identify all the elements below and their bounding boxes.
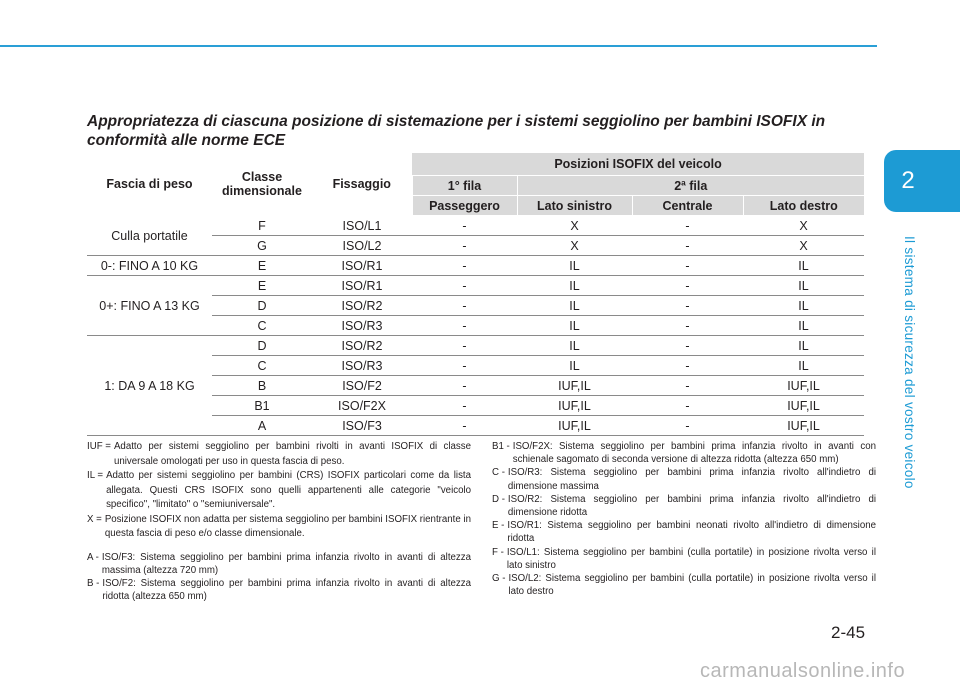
table-cell: ISO/F2 [312, 376, 412, 396]
note-text: Adatto per sistemi seggiolino per bambini rivolti in avanti ISOFIX di classe universale omologati per uso in questa fascia di peso. [113, 441, 471, 467]
legend-note [492, 493, 876, 519]
chapter-tab [884, 150, 960, 212]
table-cell: - [412, 316, 517, 336]
weight-group-cell: Culla portatile [87, 216, 212, 256]
col-left: Lato sinistro [517, 196, 632, 216]
note-key: G - [492, 573, 506, 585]
notes-left [87, 440, 471, 603]
table-cell: IUF,IL [743, 416, 864, 436]
table-cell: A [212, 416, 312, 436]
table-cell: - [632, 256, 743, 276]
table-cell: IL [517, 336, 632, 356]
col-row1: 1° fila [412, 176, 517, 196]
legend-note [492, 440, 876, 466]
table-cell: IUF,IL [743, 376, 864, 396]
table-cell: D [212, 336, 312, 356]
table-cell: IUF,IL [743, 396, 864, 416]
table-row [87, 256, 864, 276]
table-cell: - [632, 376, 743, 396]
table-cell: - [632, 396, 743, 416]
table-cell: D [212, 296, 312, 316]
note-text: ISO/R1: Sistema seggiolino per bambini neonati rivolto all'indietro di dimensione ridotta [507, 520, 876, 545]
legend-note [87, 513, 471, 542]
table-cell: IL [743, 336, 864, 356]
table-cell: IL [517, 316, 632, 336]
table-cell: ISO/F3 [312, 416, 412, 436]
table-cell: E [212, 276, 312, 296]
table-cell: - [632, 216, 743, 236]
note-text: ISO/F3: Sistema seggiolino per bambini prima infanzia rivolto in avanti di altezza massima (altezza 720 mm) [101, 551, 471, 576]
table-cell: IL [517, 356, 632, 376]
note-key: E - [492, 520, 505, 532]
note-key: C - [492, 467, 505, 479]
col-row2: 2ª fila [517, 176, 864, 196]
legend-note [492, 546, 876, 572]
table-cell: ISO/F2X [312, 396, 412, 416]
table-cell: - [412, 356, 517, 376]
note-key: X = [87, 513, 102, 525]
col-passenger: Passeggero [412, 196, 517, 216]
table-cell: F [212, 216, 312, 236]
table-cell: B [212, 376, 312, 396]
table-cell: - [412, 256, 517, 276]
legend-note [492, 572, 876, 598]
table-cell: ISO/L1 [312, 216, 412, 236]
weight-group-cell: 0+: FINO A 13 KG [87, 276, 212, 336]
table-cell: X [517, 216, 632, 236]
table-cell: IL [517, 296, 632, 316]
table-cell: ISO/R1 [312, 256, 412, 276]
legend-note [87, 577, 471, 603]
table-cell: IL [517, 256, 632, 276]
note-text: ISO/F2: Sistema seggiolino per bambini prima infanzia rivolto in avanti di altezza ridotta (altezza 650 mm) [102, 577, 471, 603]
note-text: ISO/R2: Sistema seggiolino per bambini prima infanzia rivolto all'indietro di dimensione ridotta [507, 493, 876, 519]
table-cell: X [743, 236, 864, 256]
col-size: Classe dimensionale [212, 153, 312, 216]
section-heading: Appropriatezza di ciascuna posizione di sistemazione per i sistemi seggiolino per bambini ISOFIX in conformità alle norme ECE [87, 113, 826, 149]
col-right: Lato destro [743, 196, 864, 216]
table-cell: - [632, 316, 743, 336]
col-weight: Fascia di peso [87, 153, 212, 216]
table-row [87, 276, 864, 296]
table-cell: - [412, 276, 517, 296]
chapter-number: 2 [901, 167, 915, 194]
table-cell: IL [743, 276, 864, 296]
note-text: ISO/F2X: Sistema seggiolino per bambini prima infanzia rivolto in avanti con schienale sagomato di seconda versione di altezza ridotta (altezza 650 mm) [512, 441, 876, 466]
col-fixture: Fissaggio [312, 153, 412, 216]
table-cell: IUF,IL [517, 396, 632, 416]
isofix-table [87, 153, 864, 436]
table-cell: - [632, 236, 743, 256]
table-cell: - [412, 376, 517, 396]
page-number: 2-45 [831, 623, 866, 642]
table-cell: - [412, 216, 517, 236]
note-key: B - [87, 577, 100, 589]
table-body [87, 216, 864, 436]
table-cell: - [632, 416, 743, 436]
note-text: ISO/L2: Sistema seggiolino per bambini (culla portatile) in posizione rivolta verso il lato destro [508, 573, 876, 598]
notes-right [492, 440, 876, 598]
table-cell: - [412, 416, 517, 436]
note-text: Adatto per sistemi seggiolino per bambini (CRS) ISOFIX particolari come da lista allegata. Questi CRS ISOFIX sono quelli appartenenti alle categorie "veicolo specifico", "limitato" o "semiuniversale". [106, 470, 471, 510]
table-cell: - [412, 396, 517, 416]
table-cell: IL [517, 276, 632, 296]
legend-note [87, 440, 471, 469]
table-cell: - [632, 356, 743, 376]
table-cell: - [632, 296, 743, 316]
weight-group-cell: 0-: FINO A 10 KG [87, 256, 212, 276]
table-cell: G [212, 236, 312, 256]
legend-note [87, 469, 471, 513]
note-key: IL = [87, 470, 104, 481]
note-key: IUF = [87, 441, 111, 452]
table-cell: X [743, 216, 864, 236]
table-cell: E [212, 256, 312, 276]
legend-note [492, 466, 876, 492]
table-cell: IUF,IL [517, 416, 632, 436]
note-text: Posizione ISOFIX non adatta per sistema seggiolino per bambini ISOFIX rientrante in questa fascia di peso e/o classe dimensionale. [104, 513, 471, 539]
table-cell: ISO/R2 [312, 336, 412, 356]
table-cell: C [212, 356, 312, 376]
table-cell: - [412, 296, 517, 316]
table-cell: - [412, 336, 517, 356]
chapter-title: Il sistema di sicurezza del vostro veicolo [902, 236, 917, 489]
note-key: F - [492, 546, 504, 558]
note-text: ISO/L1: Sistema seggiolino per bambini (culla portatile) in posizione rivolta verso il lato sinistro [506, 546, 876, 571]
top-rule [0, 45, 877, 47]
table-cell: B1 [212, 396, 312, 416]
note-key: B1 - [492, 441, 510, 452]
table-cell: - [632, 276, 743, 296]
legend-note [492, 519, 876, 545]
col-center: Centrale [632, 196, 743, 216]
table-cell: - [632, 336, 743, 356]
table-cell: IL [743, 256, 864, 276]
watermark: carmanualsonline.info [700, 660, 906, 682]
table-row [87, 216, 864, 236]
table-cell: IL [743, 316, 864, 336]
table-cell: ISO/R3 [312, 316, 412, 336]
table-cell: ISO/R3 [312, 356, 412, 376]
table-cell: IL [743, 356, 864, 376]
note-key: A - [87, 551, 99, 563]
table-cell: ISO/R2 [312, 296, 412, 316]
col-positions: Posizioni ISOFIX del veicolo [412, 153, 864, 176]
table-cell: C [212, 316, 312, 336]
note-key: D - [492, 493, 505, 505]
legend-note [87, 551, 471, 577]
table-cell: IUF,IL [517, 376, 632, 396]
table-cell: ISO/L2 [312, 236, 412, 256]
note-text: ISO/R3: Sistema seggiolino per bambini prima infanzia rivolto all'indietro di dimensione massima [507, 467, 876, 492]
table-cell: X [517, 236, 632, 256]
table-row [87, 336, 864, 356]
weight-group-cell: 1: DA 9 A 18 KG [87, 336, 212, 436]
table-cell: ISO/R1 [312, 276, 412, 296]
table-cell: - [412, 236, 517, 256]
table-cell: IL [743, 296, 864, 316]
